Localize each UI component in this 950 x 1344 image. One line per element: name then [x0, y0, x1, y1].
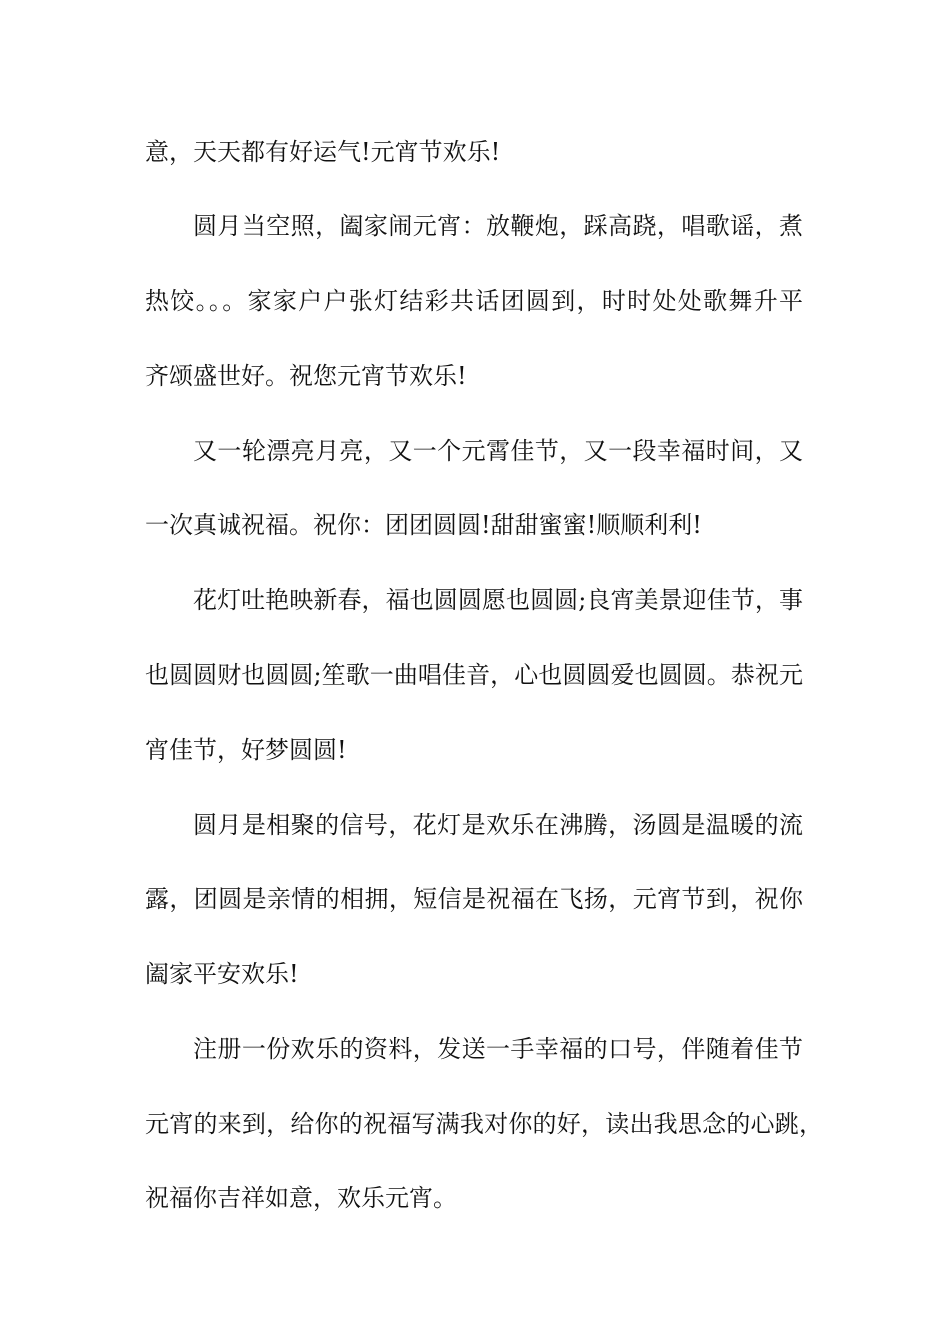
paragraph-first-line: 又一轮漂亮月亮，又一个元霄佳节，又一段幸福时间，又 — [193, 437, 803, 465]
text-line: 元宵的来到，给你的祝福写满我对你的好，读出我思念的心跳， — [145, 1110, 823, 1138]
text-line: 阖家平安欢乐! — [145, 960, 299, 988]
text-line: 也圆圆财也圆圆;笙歌一曲唱佳音，心也圆圆爱也圆圆。恭祝元 — [145, 661, 803, 689]
text-line: 祝福你吉祥如意，欢乐元宵。 — [145, 1184, 457, 1212]
text-line: 一次真诚祝福。祝你：团团圆圆!甜甜蜜蜜!顺顺利利! — [145, 511, 702, 539]
paragraph-first-line: 圆月是相聚的信号，花灯是欢乐在沸腾，汤圆是温暖的流 — [193, 811, 803, 839]
paragraph-first-line: 花灯吐艳映新春，福也圆圆愿也圆圆;良宵美景迎佳节，事 — [193, 586, 803, 614]
text-line: 齐颂盛世好。祝您元宵节欢乐! — [145, 362, 467, 390]
text-line: 露，团圆是亲情的相拥，短信是祝福在飞扬，元宵节到，祝你 — [145, 885, 803, 913]
paragraph-first-line: 注册一份欢乐的资料，发送一手幸福的口号，伴随着佳节 — [193, 1035, 803, 1063]
paragraph-first-line: 圆月当空照，阖家闹元宵：放鞭炮，踩高跷，唱歌谣，煮 — [193, 212, 803, 240]
text-line: 意，天天都有好运气!元宵节欢乐! — [145, 138, 501, 166]
text-line: 热饺。。。家家户户张灯结彩共话团圆到，时时处处歌舞升平 — [145, 287, 803, 315]
text-line: 宵佳节，好梦圆圆! — [145, 736, 347, 764]
